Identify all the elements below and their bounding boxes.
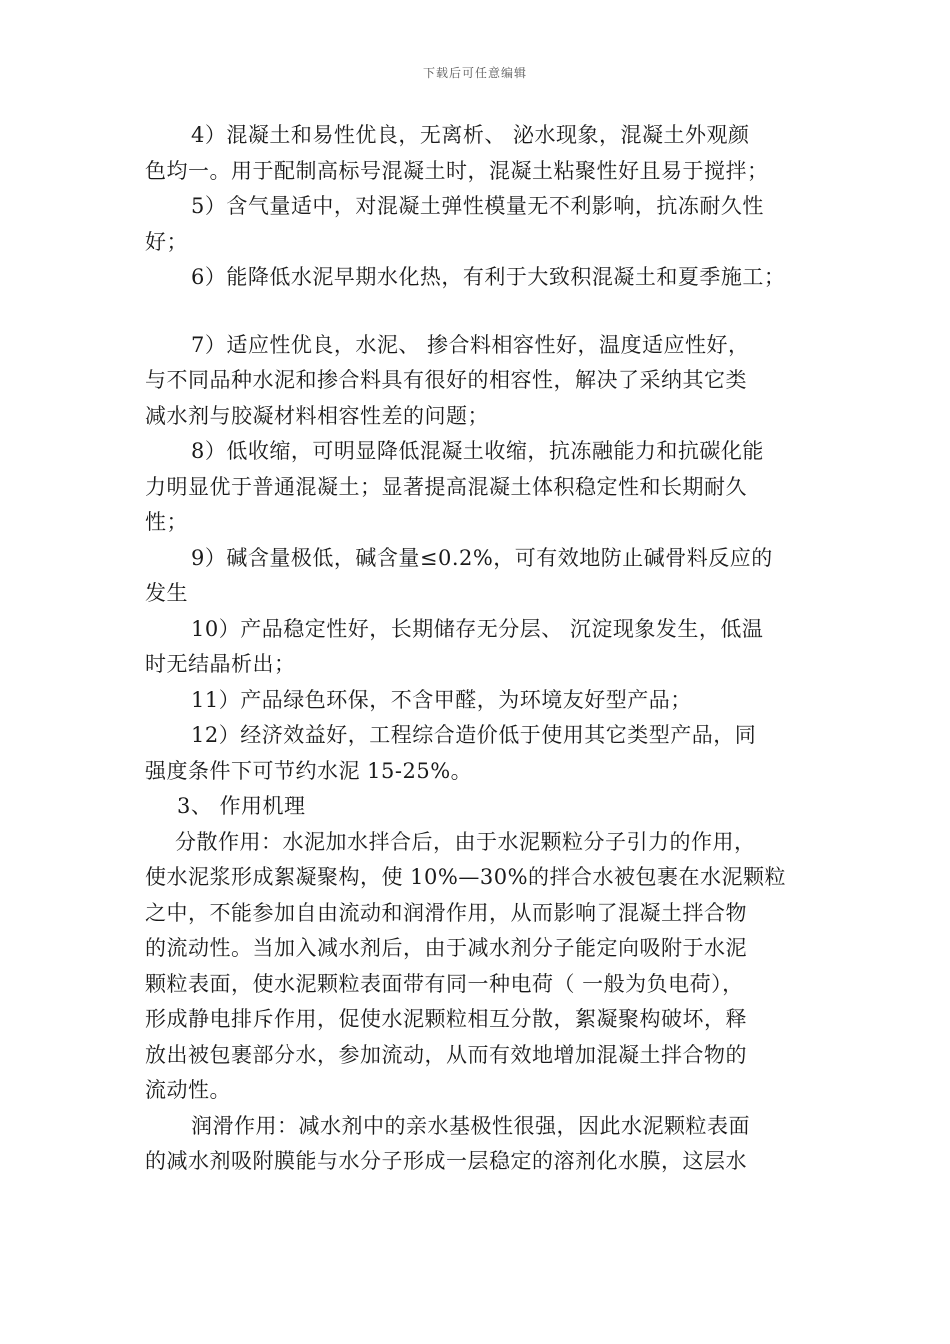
paragraph-line: 11）产品绿色环保，不含甲醛，为环境友好型产品； bbox=[191, 687, 692, 712]
paragraph-line: 5）含气量适中，对混凝土弹性模量无不利影响，抗冻耐久性 bbox=[191, 194, 764, 218]
paragraph-line: 润滑作用：减水剂中的亲水基极性很强，因此水泥颗粒表面 bbox=[191, 1113, 750, 1138]
paragraph-line: 颗粒表面，使水泥颗粒表面带有同一种电荷（ 一般为负电荷）， bbox=[145, 971, 744, 996]
paragraph-line: 强度条件下可节约水泥 15-25%。 bbox=[145, 758, 473, 783]
paragraph-line: 12）经济效益好，工程综合造价低于使用其它类型产品，同 bbox=[191, 723, 757, 747]
paragraph-line: 使水泥浆形成絮凝聚构，使 10%—30%的拌合水被包裹在水泥颗粒 bbox=[145, 865, 787, 889]
section-heading: 3、 作用机理 bbox=[177, 794, 306, 818]
paragraph-line: 分散作用：水泥加水拌合后，由于水泥颗粒分子引力的作用， bbox=[175, 829, 756, 854]
paragraph-line: 形成静电排斥作用，促使水泥颗粒相互分散，絮凝聚构破坏，释 bbox=[145, 1007, 747, 1031]
page-header: 下载后可任意编辑 bbox=[422, 66, 527, 80]
paragraph-line: 7）适应性优良，水泥、 掺合料相容性好，温度适应性好， bbox=[191, 332, 750, 357]
paragraph-line: 好； bbox=[145, 229, 188, 254]
paragraph-line: 发生 bbox=[145, 581, 188, 605]
paragraph-line: 放出被包裹部分水，参加流动，从而有效地增加混凝土拌合物的 bbox=[145, 1042, 747, 1067]
paragraph-line: 4）混凝土和易性优良，无离析、 泌水现象，混凝土外观颜 bbox=[191, 123, 750, 147]
paragraph-line: 之中，不能参加自由流动和润滑作用，从而影响了混凝土拌合物 bbox=[145, 900, 747, 925]
paragraph-line: 的减水剂吸附膜能与水分子形成一层稳定的溶剂化水膜，这层水 bbox=[145, 1149, 747, 1173]
paragraph-line: 6）能降低水泥早期水化热，有利于大致积混凝土和夏季施工； bbox=[191, 265, 786, 289]
paragraph-line: 时无结晶析出； bbox=[145, 652, 296, 676]
paragraph-line: 9）碱含量极低，碱含量≤0.2%，可有效地防止碱骨料反应的 bbox=[191, 545, 773, 570]
paragraph-line: 与不同品种水泥和掺合料具有很好的相容性，解决了采纳其它类 bbox=[145, 368, 747, 392]
paragraph-line: 的流动性。当加入减水剂后，由于减水剂分子能定向吸附于水泥 bbox=[145, 936, 747, 960]
paragraph-gap bbox=[145, 296, 813, 328]
paragraph-line: 流动性。 bbox=[145, 1078, 231, 1102]
paragraph-line: 10）产品稳定性好，长期储存无分层、 沉淀现象发生，低温 bbox=[191, 616, 764, 641]
paragraph-line: 8）低收缩，可明显降低混凝土收缩，抗冻融能力和抗碳化能 bbox=[191, 439, 764, 463]
paragraph-line: 减水剂与胶凝材料相容性差的问题； bbox=[145, 403, 489, 428]
paragraph-line: 色均一。用于配制高标号混凝土时，混凝土粘聚性好且易于搅拌； bbox=[145, 158, 769, 183]
paragraph-line: 力明显优于普通混凝土；显著提高混凝土体积稳定性和长期耐久 bbox=[145, 474, 747, 499]
paragraph-line: 性； bbox=[145, 510, 188, 534]
document-body bbox=[145, 118, 813, 1180]
